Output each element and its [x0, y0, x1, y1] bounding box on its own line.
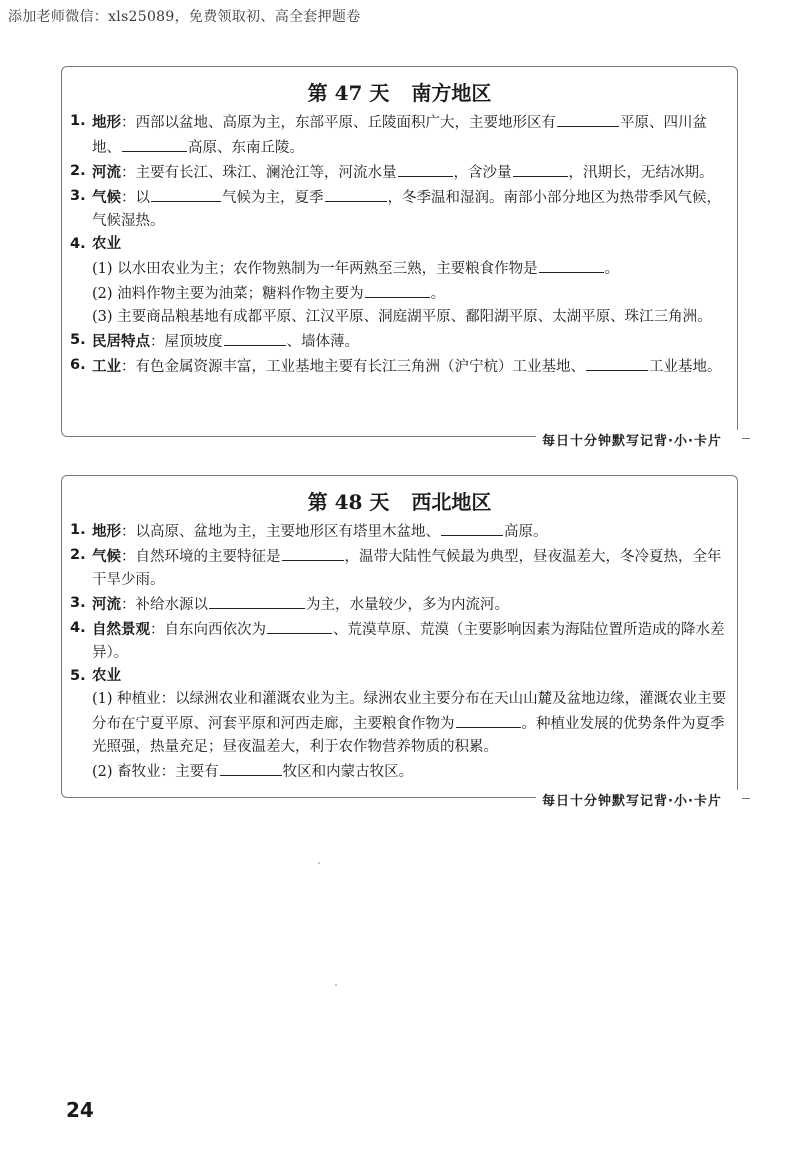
item-text: ：西部以盆地、高原为主，东部平原、丘陵面积广大，主要地形区有 [121, 115, 556, 131]
list-item [70, 233, 727, 256]
item-text: ，温带大陆性气候最为典型，昼夜温差大，冬冷夏热，全年干旱少雨。 [92, 549, 722, 588]
sub-item [70, 688, 727, 759]
scan-speck [335, 984, 337, 986]
sub-item [70, 759, 727, 784]
item-number: 5. [70, 668, 86, 684]
fill-blank[interactable] [365, 281, 430, 298]
flashcard-day-47 [61, 66, 738, 437]
item-number: 3. [70, 595, 86, 611]
list-item [70, 592, 727, 617]
item-text: 、墙体薄。 [286, 334, 359, 350]
item-number: 6. [70, 357, 86, 373]
item-text: ：有色金属资源丰富，工业基地主要有长江三角洲（沪宁杭）工业基地、 [121, 359, 585, 375]
item-text: ：以 [121, 190, 150, 206]
item-heading: 气候 [92, 190, 121, 206]
fill-blank[interactable] [209, 592, 305, 609]
item-text: (2) 畜牧业：主要有 [92, 764, 219, 780]
item-heading: 民居特点 [92, 334, 150, 350]
list-item [70, 160, 727, 185]
list-item [70, 110, 727, 160]
item-heading: 气候 [92, 549, 121, 565]
item-number: 4. [70, 236, 86, 252]
item-text: (3) 主要商品粮基地有成都平原、江汉平原、洞庭湖平原、鄱阳湖平原、太湖平原、珠江三角洲。 [92, 309, 712, 325]
card-title [62, 486, 737, 515]
card-day: 第 48 天 [307, 490, 390, 514]
item-text: ，冬季温和湿润。南部小部分地区为热带季风气候，气候湿热。 [92, 190, 721, 229]
item-heading: 河流 [92, 597, 121, 613]
fill-blank[interactable] [267, 617, 332, 634]
item-text: 高原、东南丘陵。 [188, 140, 304, 156]
fill-blank[interactable] [325, 185, 387, 202]
item-number: 4. [70, 620, 86, 636]
item-text: 。 [430, 286, 446, 302]
item-text: 高原。 [504, 524, 548, 540]
list-item [70, 544, 727, 592]
item-text: (2) 油料作物主要为油菜；糖料作物主要为 [92, 286, 364, 302]
fill-blank[interactable] [122, 135, 187, 152]
item-text: 工业基地。 [649, 359, 722, 375]
item-text: 、荒漠草原、荒漠（主要影响因素为海陆位置所造成的降水差异）。 [92, 622, 725, 661]
list-item [70, 354, 727, 379]
item-heading: 农业 [92, 668, 121, 684]
sub-item [70, 306, 727, 329]
item-text: 平原、四川盆地、 [92, 115, 707, 156]
card-title [62, 77, 737, 106]
card-region: 西北地区 [411, 490, 492, 514]
card-region: 南方地区 [411, 81, 492, 105]
item-heading: 自然景观 [92, 622, 150, 638]
fill-blank[interactable] [586, 354, 648, 371]
fill-blank[interactable] [224, 329, 286, 346]
item-text: ：自然环境的主要特征是 [121, 549, 281, 565]
item-heading: 地形 [92, 524, 121, 540]
item-number: 1. [70, 113, 86, 129]
watermark-text: 添加老师微信：xls25089，免费领取初、高全套押题卷 [8, 9, 361, 25]
item-heading: 工业 [92, 359, 121, 375]
fill-blank[interactable] [456, 711, 521, 728]
page-number: 24 [66, 1098, 94, 1122]
list-item [70, 617, 727, 665]
list-item [70, 185, 727, 233]
item-text: ：主要有长江、珠江、澜沧江等，河流水量 [121, 165, 397, 181]
item-text: ：自东向西依次为 [150, 622, 266, 638]
list-item [70, 519, 727, 544]
sub-item [70, 281, 727, 306]
item-number: 2. [70, 547, 86, 563]
fill-blank[interactable] [557, 110, 619, 127]
item-text: 气候为主，夏季 [222, 190, 324, 206]
item-heading: 农业 [92, 236, 121, 252]
item-text: ，含沙量 [453, 165, 512, 181]
item-number: 5. [70, 332, 86, 348]
fill-blank[interactable] [220, 759, 282, 776]
item-text: (1) 种植业：以绿洲农业和灌溉农业为主。绿洲农业主要分布在天山山麓及盆地边缘，灌溉农业主要分布在宁夏平原、河套平原和河西走廊，主要粮食作物为 [92, 691, 727, 732]
item-text: 。 [604, 261, 620, 277]
item-number: 1. [70, 522, 86, 538]
sub-item [70, 256, 727, 281]
list-item [70, 329, 727, 354]
item-text: 牧区和内蒙古牧区。 [282, 764, 414, 780]
item-heading: 河流 [92, 165, 121, 181]
item-text: ：屋顶坡度 [150, 334, 223, 350]
fill-blank[interactable] [441, 519, 503, 536]
item-text: ：以高原、盆地为主，主要地形区有塔里木盆地、 [121, 524, 440, 540]
fill-blank[interactable] [539, 256, 604, 273]
item-text: (1) 以水田农业为主；农作物熟制为一年两熟至三熟，主要粮食作物是 [92, 261, 538, 277]
fill-blank[interactable] [282, 544, 344, 561]
item-number: 2. [70, 163, 86, 179]
flashcard-day-48 [61, 475, 738, 798]
fill-blank[interactable] [398, 160, 453, 177]
list-item [70, 665, 727, 688]
item-text: ：补给水源以 [121, 597, 208, 613]
item-number: 3. [70, 188, 86, 204]
item-text: 为主，水量较少，多为内流河。 [306, 597, 509, 613]
card-footer-label: 每日十分钟默写记背·小·卡片 [536, 430, 742, 449]
card-day: 第 47 天 [307, 81, 390, 105]
scan-speck [318, 862, 320, 864]
fill-blank[interactable] [151, 185, 221, 202]
item-heading: 地形 [92, 115, 121, 131]
card-footer-label: 每日十分钟默写记背·小·卡片 [536, 790, 742, 809]
item-text: 。种植业发展的优势条件为夏季光照强，热量充足；昼夜温差大，利于农作物营养物质的积累。 [92, 716, 725, 755]
fill-blank[interactable] [513, 160, 568, 177]
item-text: ，汛期长，无结冰期。 [568, 165, 714, 181]
